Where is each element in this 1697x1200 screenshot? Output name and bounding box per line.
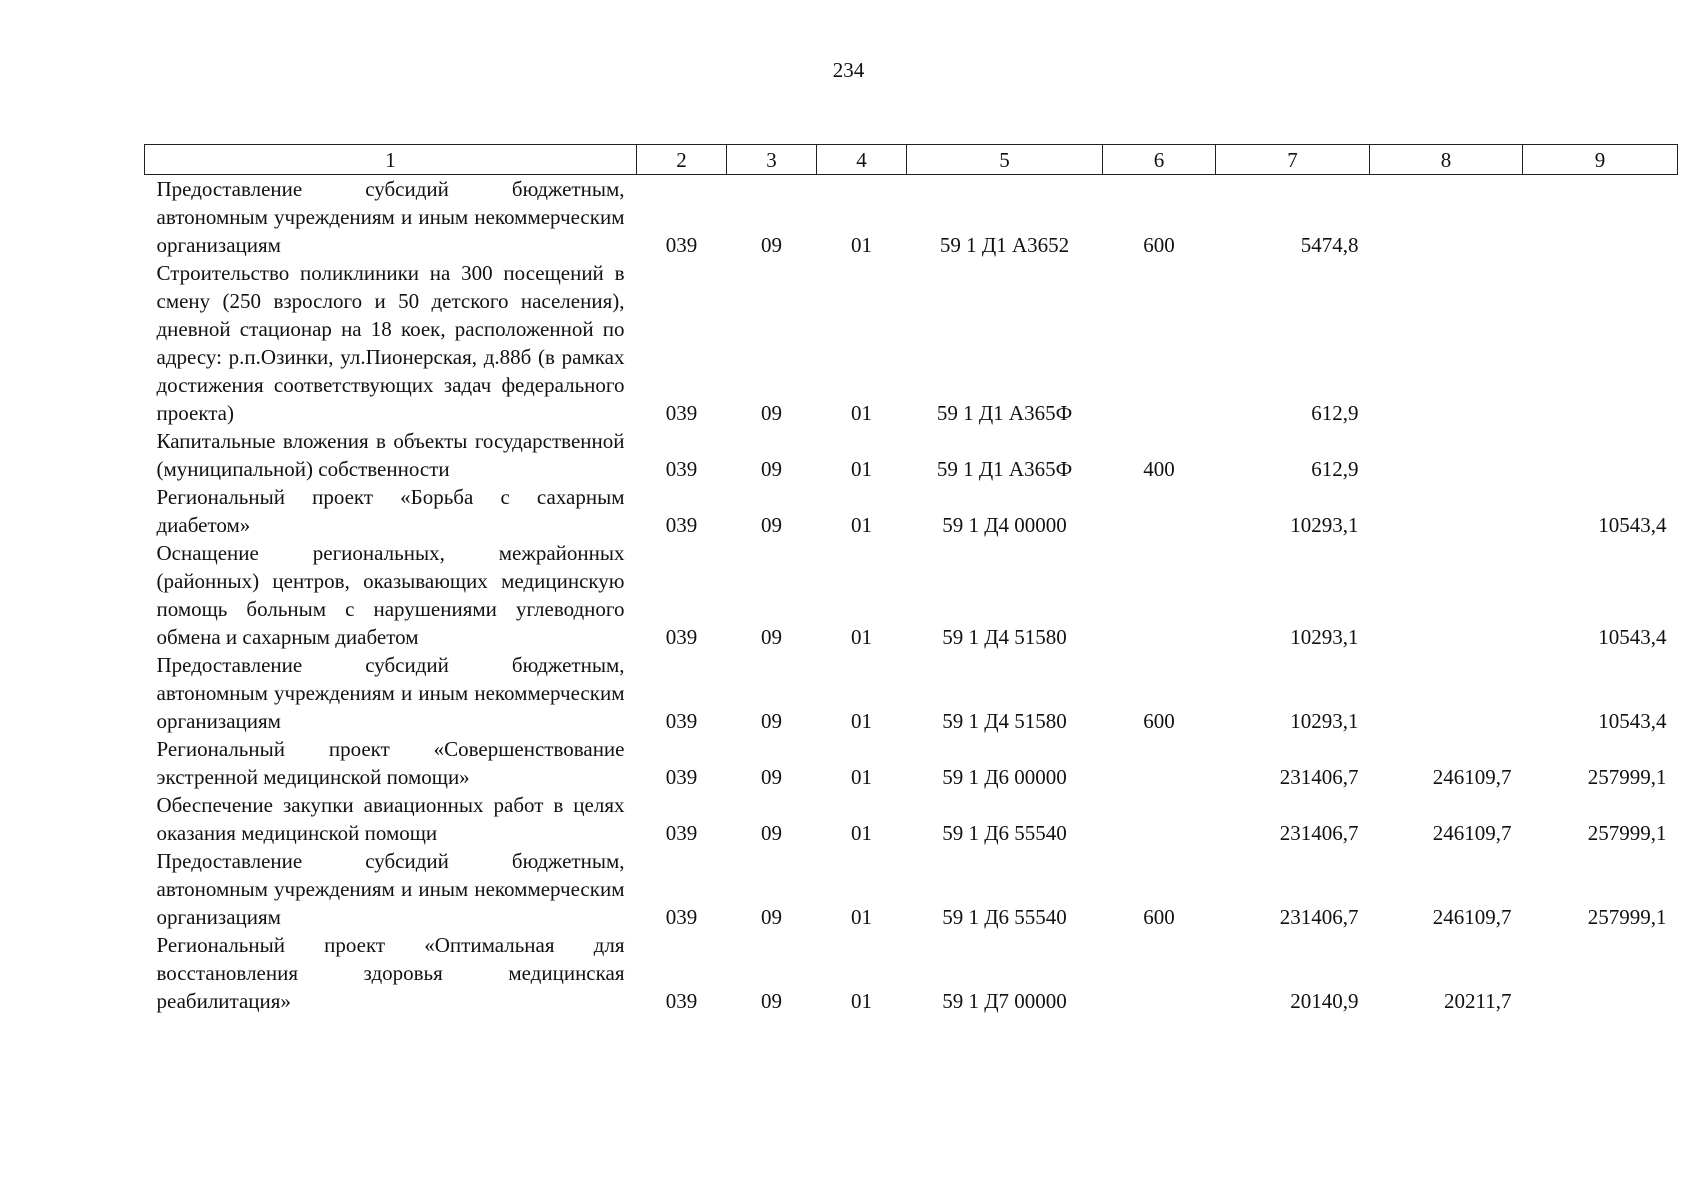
cell-col7: 5474,8	[1300, 233, 1359, 257]
cell-col8: 20211,7	[1444, 989, 1512, 1013]
cell-col9: 10543,4	[1598, 513, 1667, 537]
row-description: Предоставление субсидий бюджетным, автономным учреждениям и иным некоммерческим организациям	[156, 177, 625, 257]
cell-col6	[1103, 539, 1216, 651]
cell-col9: 257999,1	[1587, 821, 1667, 845]
cell-col3: 09	[761, 989, 782, 1013]
cell-col2: 039	[665, 765, 698, 789]
table-row	[145, 931, 1678, 1015]
cell-col4: 01	[851, 233, 872, 257]
cell-col6: 400	[1143, 457, 1175, 481]
cell-col6: 600	[1143, 709, 1175, 733]
cell-col5: 59 1 Д1 А365Ф	[936, 457, 1073, 481]
row-description: Региональный проект «Оптимальная для восстановления здоровья медицинская реабилитация»	[156, 933, 625, 1013]
cell-col8	[1370, 651, 1523, 735]
cell-col2: 039	[665, 821, 698, 845]
table-row	[145, 483, 1678, 539]
cell-col7: 612,9	[1311, 401, 1359, 425]
cell-col5: 59 1 Д1 А3652	[939, 233, 1070, 257]
table-row	[145, 847, 1678, 931]
cell-col4: 01	[851, 765, 872, 789]
cell-col2: 039	[665, 989, 698, 1013]
cell-col3: 09	[761, 513, 782, 537]
cell-col7: 231406,7	[1279, 905, 1359, 929]
cell-col3: 09	[761, 401, 782, 425]
table-row	[145, 259, 1678, 427]
row-description: Строительство поликлиники на 300 посещений в смену (250 взрослого и 50 детского населения), дневной стационар на 18 коек, расположенной по адресу: р.п.Озинки, ул.Пионерская, д.88б (в рамках достижения соответствующих задач федерального проекта)	[156, 261, 625, 425]
cell-col4: 01	[851, 709, 872, 733]
table-row	[145, 791, 1678, 847]
cell-col7: 612,9	[1311, 457, 1359, 481]
row-description: Оснащение региональных, межрайонных (районных) центров, оказывающих медицинскую помощь больным с нарушениями углеводного обмена и сахарным диабетом	[156, 541, 625, 649]
row-description: Предоставление субсидий бюджетным, автономным учреждениям и иным некоммерческим организациям	[156, 849, 625, 929]
row-description: Региональный проект «Борьба с сахарным диабетом»	[156, 485, 625, 537]
cell-col5: 59 1 Д6 00000	[942, 765, 1067, 789]
cell-col8	[1370, 427, 1523, 483]
table-row	[145, 539, 1678, 651]
table-row	[145, 175, 1678, 260]
row-description: Региональный проект «Совершенствование экстренной медицинской помощи»	[156, 737, 625, 789]
table-row	[145, 735, 1678, 791]
cell-col9: 10543,4	[1598, 709, 1667, 733]
col-header-9: 9	[1523, 145, 1678, 175]
cell-col8: 246109,7	[1432, 905, 1512, 929]
col-header-5: 5	[907, 145, 1103, 175]
header-row	[145, 145, 1678, 175]
cell-col4: 01	[851, 401, 872, 425]
cell-col7: 231406,7	[1279, 765, 1359, 789]
cell-col6: 600	[1143, 233, 1175, 257]
cell-col3: 09	[761, 821, 782, 845]
col-header-2: 2	[637, 145, 727, 175]
table-row	[145, 651, 1678, 735]
cell-col8: 246109,7	[1432, 765, 1512, 789]
cell-col4: 01	[851, 513, 872, 537]
cell-col9: 257999,1	[1587, 905, 1667, 929]
row-description: Предоставление субсидий бюджетным, автономным учреждениям и иным некоммерческим организациям	[156, 653, 625, 733]
cell-col2: 039	[665, 709, 698, 733]
cell-col8	[1370, 259, 1523, 427]
cell-col5: 59 1 Д4 51580	[942, 625, 1067, 649]
col-header-4: 4	[817, 145, 907, 175]
cell-col9	[1523, 931, 1678, 1015]
cell-col8	[1370, 539, 1523, 651]
cell-col7: 20140,9	[1290, 989, 1359, 1013]
cell-col6	[1103, 259, 1216, 427]
col-header-6: 6	[1103, 145, 1216, 175]
row-description: Капитальные вложения в объекты государственной (муниципальной) собственности	[156, 429, 625, 481]
cell-col3: 09	[761, 905, 782, 929]
col-header-1: 1	[145, 145, 637, 175]
cell-col2: 039	[665, 401, 698, 425]
cell-col3: 09	[761, 625, 782, 649]
cell-col4: 01	[851, 905, 872, 929]
cell-col5: 59 1 Д6 55540	[942, 905, 1067, 929]
cell-col6	[1103, 931, 1216, 1015]
row-description: Обеспечение закупки авиационных работ в целях оказания медицинской помощи	[156, 793, 625, 845]
cell-col5: 59 1 Д6 55540	[942, 821, 1067, 845]
cell-col9	[1523, 259, 1678, 427]
cell-col7: 10293,1	[1290, 709, 1359, 733]
cell-col6	[1103, 791, 1216, 847]
cell-col6	[1103, 483, 1216, 539]
cell-col9: 10543,4	[1598, 625, 1667, 649]
col-header-8: 8	[1370, 145, 1523, 175]
cell-col5: 59 1 Д4 51580	[942, 709, 1067, 733]
cell-col2: 039	[665, 513, 698, 537]
cell-col3: 09	[761, 765, 782, 789]
cell-col2: 039	[665, 905, 698, 929]
cell-col9	[1523, 427, 1678, 483]
col-header-7: 7	[1216, 145, 1370, 175]
cell-col2: 039	[665, 457, 698, 481]
cell-col7: 231406,7	[1279, 821, 1359, 845]
cell-col4: 01	[851, 989, 872, 1013]
cell-col6: 600	[1143, 905, 1175, 929]
cell-col2: 039	[665, 233, 698, 257]
cell-col3: 09	[761, 233, 782, 257]
cell-col8: 246109,7	[1432, 821, 1512, 845]
cell-col8	[1370, 483, 1523, 539]
page-number: 234	[832, 58, 865, 82]
cell-col4: 01	[851, 821, 872, 845]
cell-col5: 59 1 Д7 00000	[942, 989, 1067, 1013]
cell-col8	[1370, 175, 1523, 260]
table-row	[145, 427, 1678, 483]
cell-col4: 01	[851, 457, 872, 481]
cell-col7: 10293,1	[1290, 513, 1359, 537]
cell-col5: 59 1 Д4 00000	[942, 513, 1067, 537]
cell-col6	[1103, 735, 1216, 791]
cell-col2: 039	[665, 625, 698, 649]
cell-col3: 09	[761, 457, 782, 481]
cell-col5: 59 1 Д1 А365Ф	[936, 401, 1073, 425]
cell-col9	[1523, 175, 1678, 260]
cell-col7: 10293,1	[1290, 625, 1359, 649]
budget-table	[144, 144, 1678, 1015]
cell-col4: 01	[851, 625, 872, 649]
cell-col9: 257999,1	[1587, 765, 1667, 789]
col-header-3: 3	[727, 145, 817, 175]
cell-col3: 09	[761, 709, 782, 733]
